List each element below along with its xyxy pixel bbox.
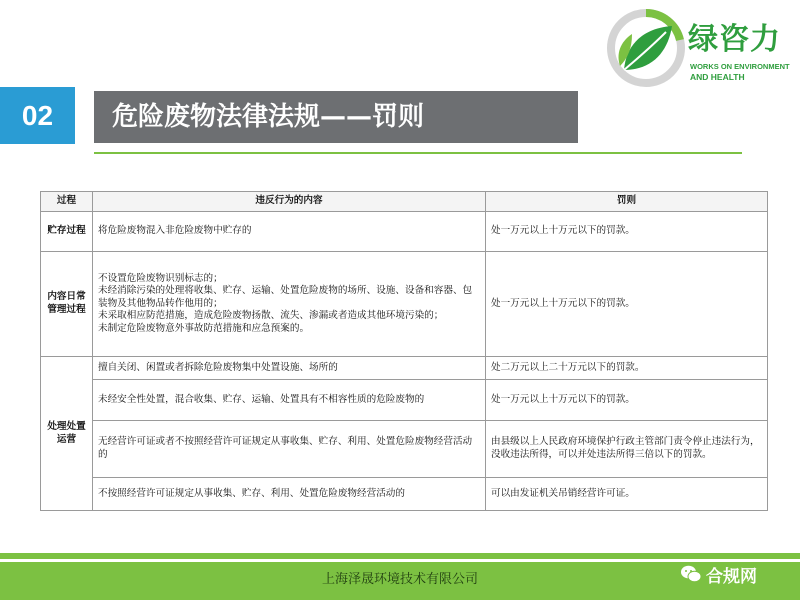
penalty-cell: 可以由发证机关吊销经营许可证。: [486, 478, 768, 511]
watermark: [680, 562, 757, 586]
violation-item: 未采取相应防范措施，造成危险废物扬散、流失、渗漏或者造成其他环境污染的；: [98, 310, 444, 322]
watermark-text: 合规网: [706, 566, 757, 587]
violation-cell: [93, 252, 486, 357]
table-header-row: [41, 192, 768, 212]
column-header-process: 过程: [41, 192, 93, 212]
violation-item: 未经消除污染的处理将收集、贮存、运输、处置危险废物的场所、设施、设备和容器、包装物及其他物品转作他用的；: [98, 285, 473, 309]
page-title: 危险废物法律法规——罚则: [94, 91, 578, 143]
leaf-logo-icon: [606, 8, 688, 88]
table-row: [41, 421, 768, 478]
penalty-cell: 处二万元以上二十万元以下的罚款。: [486, 357, 768, 380]
violation-item: 不设置危险废物识别标志的；: [98, 272, 223, 284]
table-row: [41, 212, 768, 252]
penalty-cell: 处一万元以上十万元以下的罚款。: [486, 212, 768, 252]
process-cell: 贮存过程: [41, 212, 93, 252]
penalty-cell: 处一万元以上十万元以下的罚款。: [486, 380, 768, 421]
violation-cell: 无经营许可证或者不按照经营许可证规定从事收集、贮存、利用、处置危险废物经营活动的: [93, 421, 486, 478]
violation-cell: 将危险废物混入非危险废物中贮存的: [93, 212, 486, 252]
section-number: 02: [0, 87, 75, 144]
table-row: [41, 478, 768, 511]
brand-logo: [606, 8, 798, 88]
column-header-penalty: 罚则: [486, 192, 768, 212]
wechat-icon: [680, 564, 702, 584]
penalty-cell: 处一万元以上十万元以下的罚款。: [486, 252, 768, 357]
process-cell: 内容日常管理过程: [41, 252, 93, 357]
penalty-cell: 由县级以上人民政府环境保护行政主管部门责令停止违法行为，没收违法所得，可以并处违法所得三倍以下的罚款。: [486, 421, 768, 478]
process-cell: 处理处置运营: [41, 357, 93, 511]
penalty-table: [40, 191, 768, 511]
company-name: 上海泽晟环境技术有限公司: [321, 572, 478, 587]
brand-tagline-2: AND HEALTH: [690, 72, 745, 82]
violation-cell: 未经安全性处置，混合收集、贮存、运输、处置具有不相容性质的危险废物的: [93, 380, 486, 421]
table-row: [41, 357, 768, 380]
table-row: [41, 252, 768, 357]
brand-tagline-1: WORKS ON ENVIRONMENT: [690, 62, 790, 71]
violation-item: 未制定危险废物意外事故防范措施和应急预案的。: [98, 322, 310, 334]
brand-name: 绿咨力: [688, 22, 781, 57]
violation-cell: 擅自关闭、闲置或者拆除危险废物集中处置设施、场所的: [93, 357, 486, 380]
violation-cell: 不按照经营许可证规定从事收集、贮存、利用、处置危险废物经营活动的: [93, 478, 486, 511]
column-header-violation: 违反行为的内容: [93, 192, 486, 212]
title-divider: [94, 152, 742, 154]
table-row: [41, 380, 768, 421]
